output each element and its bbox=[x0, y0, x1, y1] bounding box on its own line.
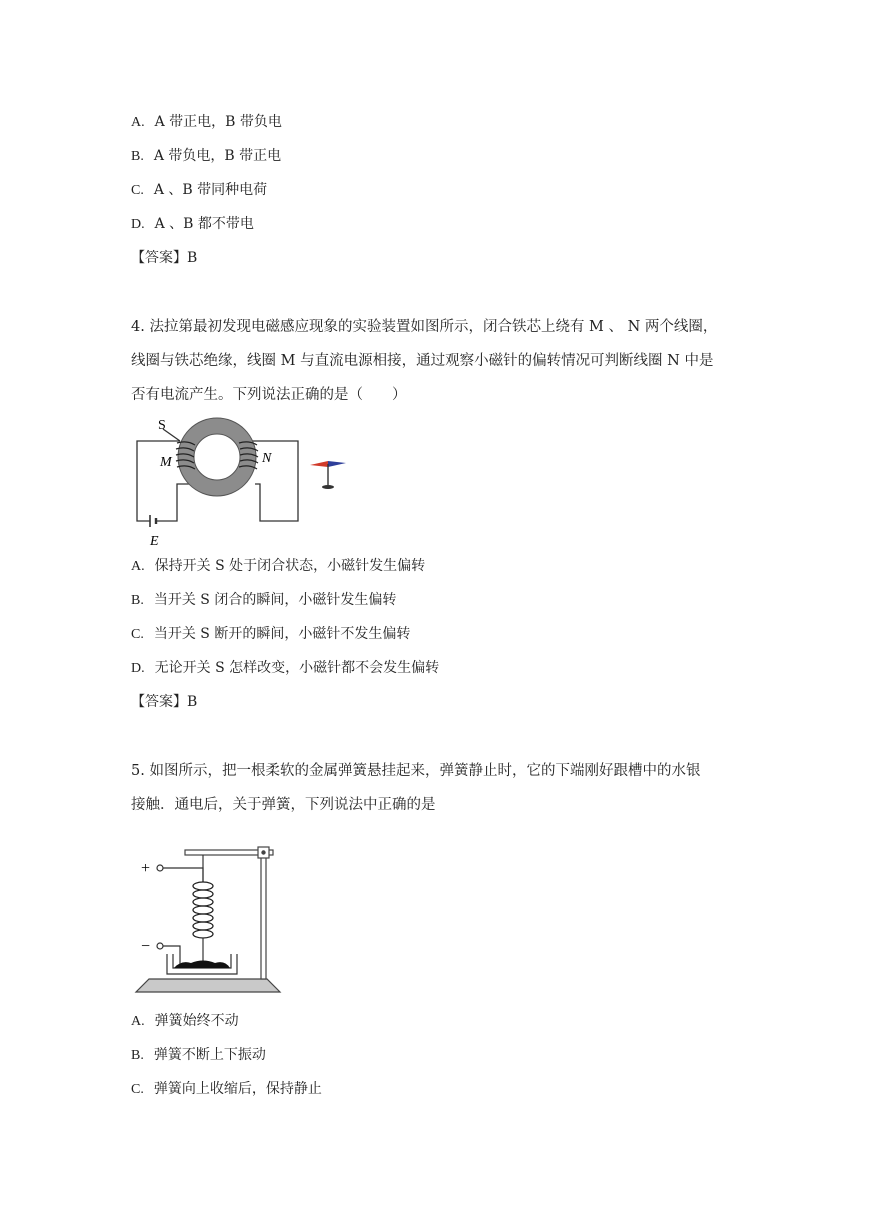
q5-plus-terminal bbox=[157, 865, 163, 871]
q4-label-s: S bbox=[158, 418, 166, 433]
q5-stand-pole bbox=[261, 852, 266, 979]
q5-stand-base bbox=[136, 979, 280, 992]
q3-option-b: B. A 带负电，B 带正电 bbox=[131, 148, 282, 164]
q4-answer: 【答案】B bbox=[131, 694, 198, 710]
q4-ring-inner-edge bbox=[194, 434, 240, 480]
q4-stem-line-3: 否有电流产生。下列说法正确的是（ ） bbox=[131, 387, 407, 403]
q5-spring-mercury-figure bbox=[133, 838, 283, 998]
q4-wire-left bbox=[137, 441, 180, 521]
q4-stem-line-1: 4. 法拉第最初发现电磁感应现象的实验装置如图所示，闭合铁芯上绕有 M 、 N 两个线圈， bbox=[131, 319, 718, 335]
q5-label-minus: − bbox=[141, 938, 151, 955]
q3-option-c: C. A 、B 带同种电荷 bbox=[131, 182, 268, 198]
q4-label-m: M bbox=[160, 455, 172, 470]
q3-answer: 【答案】B bbox=[131, 250, 198, 266]
q4-label-n: N bbox=[262, 451, 272, 466]
q4-option-b: B. 当开关 S 闭合的瞬间，小磁针发生偏转 bbox=[131, 592, 397, 608]
q4-option-d: D. 无论开关 S 怎样改变，小磁针都不会发生偏转 bbox=[131, 660, 440, 676]
q3-option-a: A. A 带正电，B 带负电 bbox=[131, 114, 282, 130]
q5-wire-minus bbox=[163, 946, 180, 964]
q5-minus-terminal bbox=[157, 943, 163, 949]
q5-option-a: A. 弹簧始终不动 bbox=[131, 1013, 239, 1029]
q5-wire-plus bbox=[163, 868, 203, 882]
q5-option-b: B. 弹簧不断上下振动 bbox=[131, 1047, 266, 1063]
q5-clamp-screw bbox=[261, 850, 265, 854]
q5-spring bbox=[193, 882, 213, 938]
q4-label-e: E bbox=[150, 534, 159, 549]
q5-mercury bbox=[174, 961, 230, 969]
q5-stem-line-2: 接触．通电后，关于弹簧，下列说法中正确的是 bbox=[131, 797, 436, 813]
q4-faraday-ring-figure bbox=[125, 415, 355, 550]
q4-compass-needle bbox=[310, 461, 346, 489]
q4-wire-right bbox=[250, 441, 298, 521]
q4-stem-line-2: 线圈与铁芯绝缘，线圈 M 与直流电源相接，通过观察小磁针的偏转情况可判断线圈 N 中是 bbox=[131, 353, 714, 369]
q5-stem-line-1: 5. 如图所示，把一根柔软的金属弹簧悬挂起来，弹簧静止时，它的下端刚好跟槽中的水银 bbox=[131, 763, 701, 779]
q4-option-c: C. 当开关 S 断开的瞬间，小磁针不发生偏转 bbox=[131, 626, 411, 642]
q3-option-d: D. A 、B 都不带电 bbox=[131, 216, 254, 232]
q5-option-c: C. 弹簧向上收缩后，保持静止 bbox=[131, 1081, 322, 1097]
q4-option-a: A. 保持开关 S 处于闭合状态，小磁针发生偏转 bbox=[131, 558, 426, 574]
q5-label-plus: + bbox=[141, 860, 151, 877]
q4-wire-bottom bbox=[156, 484, 190, 521]
